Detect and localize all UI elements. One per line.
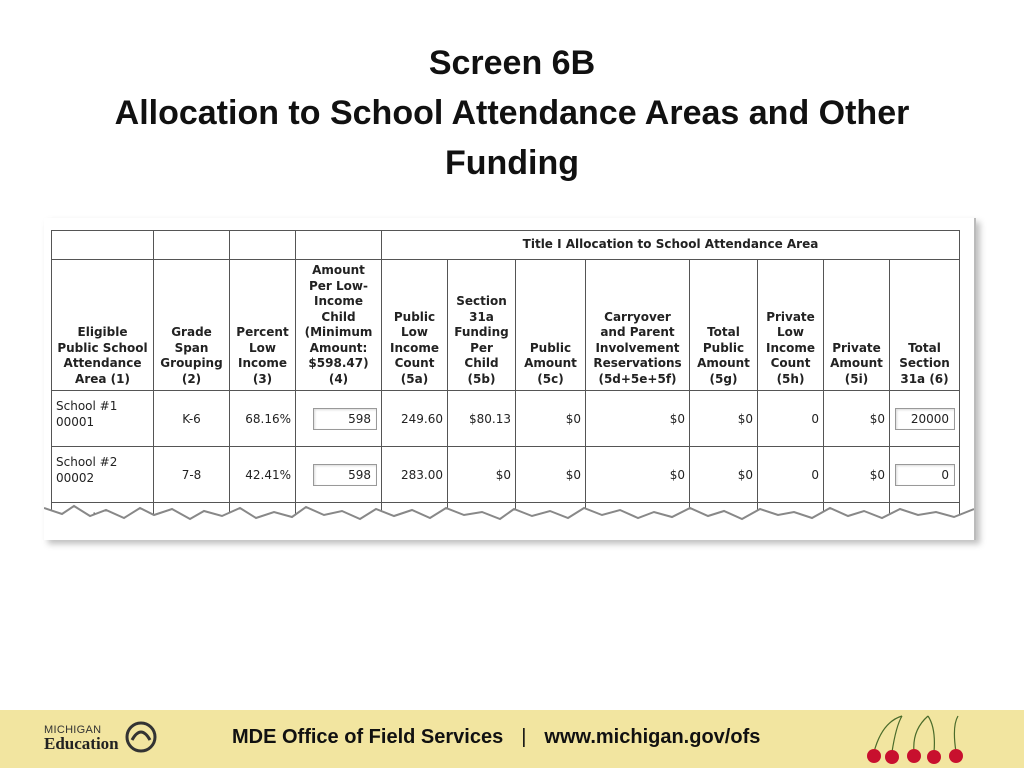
torn-edge bbox=[44, 500, 974, 540]
carryover-cell: $0 bbox=[586, 447, 690, 503]
funding-5b-cell: $80.13 bbox=[448, 391, 516, 447]
percent-cell: 68.16% bbox=[230, 391, 296, 447]
school-name: School #1 bbox=[56, 399, 118, 413]
logo-main-text: Education bbox=[44, 734, 119, 753]
office-url[interactable]: www.michigan.gov/ofs bbox=[544, 726, 761, 748]
private-5i-cell: $0 bbox=[824, 447, 890, 503]
col-header-total-public: Total Public Amount (5g) bbox=[690, 260, 758, 391]
group-header: Title I Allocation to School Attendance Area bbox=[382, 231, 960, 260]
funding-5b-cell: $0 bbox=[448, 447, 516, 503]
title-line-3: Funding bbox=[444, 144, 580, 182]
total-6-cell bbox=[890, 447, 960, 503]
group-header-row bbox=[52, 231, 960, 260]
public-5c-cell: $0 bbox=[516, 391, 586, 447]
col-header-section31a-funding: Section 31a Funding Per Child (5b) bbox=[448, 260, 516, 391]
col-header-amount-per-child: Amount Per Low-Income Child (Minimum Amount: $598.47) (4) bbox=[296, 260, 382, 391]
column-header-row bbox=[52, 260, 960, 391]
title-line-2: Allocation to School Attendance Areas and Other bbox=[114, 94, 910, 132]
title-line-1: Screen 6B bbox=[428, 44, 596, 82]
office-name: MDE Office of Field Services bbox=[232, 726, 504, 748]
col-header-private-amount: Private Amount (5i) bbox=[824, 260, 890, 391]
public-5c-cell: $0 bbox=[516, 447, 586, 503]
allocation-table bbox=[51, 230, 960, 540]
col-header-percent-low-income: Percent Low Income (3) bbox=[230, 260, 296, 391]
private-5h-cell: 0 bbox=[758, 447, 824, 503]
col-header-public-amount: Public Amount (5c) bbox=[516, 260, 586, 391]
count-5a-cell: 249.60 bbox=[382, 391, 448, 447]
total-5g-cell: $0 bbox=[690, 391, 758, 447]
school-code: 00001 bbox=[56, 415, 95, 429]
school-cell bbox=[52, 447, 154, 503]
screenshot-panel bbox=[44, 218, 976, 540]
total-6-cell bbox=[890, 391, 960, 447]
footer-band bbox=[0, 710, 1024, 768]
amount-input[interactable]: 598 bbox=[313, 408, 377, 430]
col-header-private-count: Private Low Income Count (5h) bbox=[758, 260, 824, 391]
amount-cell bbox=[296, 391, 382, 447]
percent-cell: 42.41% bbox=[230, 447, 296, 503]
private-5h-cell: 0 bbox=[758, 391, 824, 447]
amount-cell bbox=[296, 447, 382, 503]
col-header-carryover: Carryover and Parent Involvement Reservations (5d+5e+5f) bbox=[586, 260, 690, 391]
school-code: 00002 bbox=[56, 471, 95, 485]
cherries-icon bbox=[862, 712, 972, 766]
carryover-cell: $0 bbox=[586, 391, 690, 447]
grade-cell: K-6 bbox=[154, 391, 230, 447]
school-cell bbox=[52, 391, 154, 447]
table-row bbox=[52, 447, 960, 503]
slide-title bbox=[0, 38, 1024, 188]
col-header-grade-span: Grade Span Grouping (2) bbox=[154, 260, 230, 391]
table-row bbox=[52, 391, 960, 447]
total-5g-cell: $0 bbox=[690, 447, 758, 503]
michigan-education-logo bbox=[44, 724, 119, 754]
state-seal-icon bbox=[124, 720, 158, 754]
amount-input[interactable]: 598 bbox=[313, 464, 377, 486]
col-header-total-section31a: Total Section 31a (6) bbox=[890, 260, 960, 391]
col-header-eligible-area: Eligible Public School Attendance Area (1) bbox=[52, 260, 154, 391]
count-5a-cell: 283.00 bbox=[382, 447, 448, 503]
logo-top-text: MICHIGAN bbox=[44, 724, 102, 736]
col-header-public-count: Public Low Income Count (5a) bbox=[382, 260, 448, 391]
footer-text bbox=[232, 726, 760, 749]
total-section31a-input[interactable]: 20000 bbox=[895, 408, 955, 430]
private-5i-cell: $0 bbox=[824, 391, 890, 447]
school-name: School #2 bbox=[56, 455, 118, 469]
footer-separator: | bbox=[521, 726, 527, 748]
total-section31a-input[interactable]: 0 bbox=[895, 464, 955, 486]
grade-cell: 7-8 bbox=[154, 447, 230, 503]
